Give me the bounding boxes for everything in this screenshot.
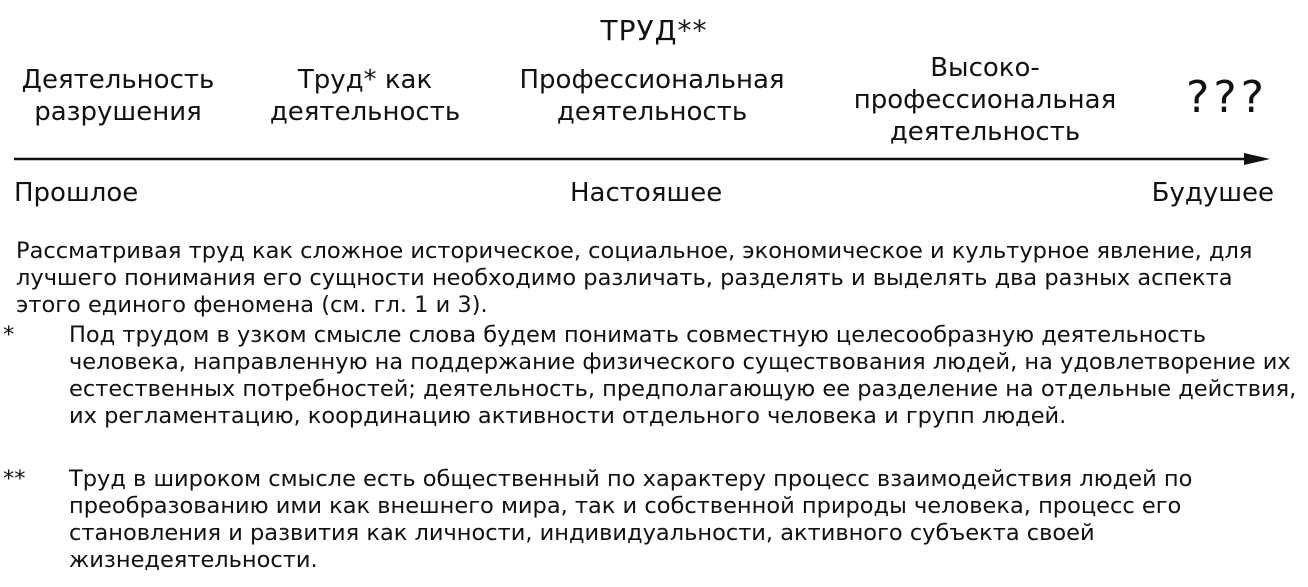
stage-unknown xyxy=(1172,74,1282,122)
stage-label-line: Труд* как xyxy=(297,65,433,95)
stage-label-line: профессиональная xyxy=(853,85,1117,115)
footnote-mark: * xyxy=(3,322,15,348)
arrow-head xyxy=(1244,153,1270,165)
stage-label-line: деятельность xyxy=(889,117,1081,147)
question-marks: ??? xyxy=(1185,72,1269,123)
footnote-text: Труд в широком смысле есть общественный по характеру процесс взаимодействия людей по преобразованию ими как внешнего мира, так и собственной природы человека, процесс его становления и развития как личности, индивидуальности, активного субъекта своей жизнедеятельности. xyxy=(69,466,1193,573)
footnote-mark: ** xyxy=(3,466,26,492)
timeline-arrow xyxy=(14,148,1274,170)
stage-destruction xyxy=(8,64,228,128)
footnote-broad-sense xyxy=(3,466,1308,574)
footnote-narrow-sense xyxy=(3,322,1308,430)
era-present: Настояшее xyxy=(570,178,723,208)
stage-label-line: Деятельность xyxy=(21,65,215,95)
stage-label-line: Высоко- xyxy=(930,53,1040,83)
stage-professional xyxy=(497,64,807,128)
stage-label-line: Профессиональная xyxy=(519,65,785,95)
stage-labor-activity xyxy=(250,64,480,128)
intro-paragraph: Рассматривая труд как сложное историческое, социальное, экономическое и культурное явление, для лучшего понимания его сущности необходимо различать, разделять и выделять два разных аспекта этого единого феномена (см. гл. 1 и 3). xyxy=(16,238,1253,318)
diagram-title: ТРУД** xyxy=(600,14,708,47)
stage-label-line: разрушения xyxy=(34,97,202,127)
stage-label-line: деятельность xyxy=(556,97,748,127)
stage-label-line: деятельность xyxy=(269,97,461,127)
era-future: Будушее xyxy=(1151,178,1274,208)
footnote-text: Под трудом в узком смысле слова будем понимать совместную целесообразную деятельность человека, направленную на поддержание физического существования людей, на удовлетворение их естественных потребностей; деятельность, предполагающую ее разделение на отдельные действия, их регламентацию, координацию активности отдельного человека и групп людей. xyxy=(69,322,1297,429)
era-past: Прошлое xyxy=(14,178,139,208)
stage-highly-professional xyxy=(820,52,1150,148)
